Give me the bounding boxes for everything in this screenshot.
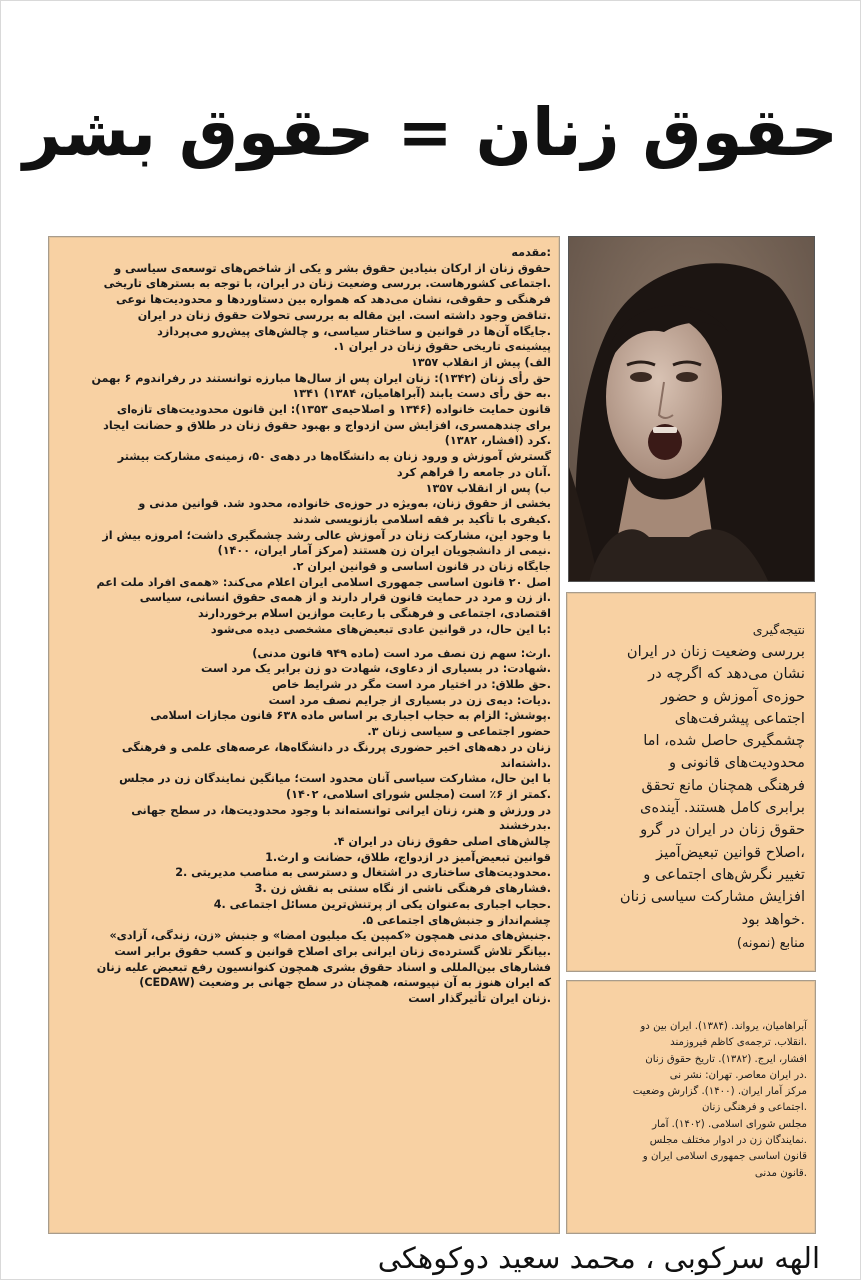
main-text-line: .کمتر از ۶٪ است (مجلس شورای اسلامی، ۱۴۰۲) (286, 787, 551, 801)
conclusion-line: فرهنگی همچنان مانع تحقق (641, 776, 805, 794)
main-text-line: .اجتماعی کشورهاست. بررسی وضعیت زنان در ایران، با توجه به بسترهای تاریخی (103, 277, 551, 291)
conclusion-line: برابری کامل هستند. آینده‌ی (640, 799, 805, 817)
conclusion-line: محدودیت‌های قانونی و (669, 754, 805, 772)
main-text-line: قوانین تبعیض‌آمیز در ازدواج، طلاق، حضانت و ارث.1 (265, 850, 551, 864)
main-text-line: چشم‌انداز و جنبش‌های اجتماعی ۵. (362, 913, 551, 927)
main-text-line: فرهنگی و حقوقی، نشان می‌دهد که همواره بین دستاوردها و محدودیت‌ها نوعی (116, 293, 551, 307)
main-text-line: .بدرخشند (499, 819, 551, 833)
main-text-panel (48, 236, 560, 1234)
main-text-line: .زنان ایران تأثیرگذار است (408, 992, 551, 1006)
authors: الهه سرکوبی ، محمد سعید دوکوهکی (377, 1241, 820, 1275)
reference-line: مرکز آمار ایران. (۱۴۰۰). گزارش وضعیت (632, 1086, 807, 1098)
main-text-line: .شهادت: در بسیاری از دعاوی، شهادت دو زن برابر یک مرد است (200, 662, 551, 676)
reference-line: افشار، ایرج. (۱۳۸۲). تاریخ حقوق زنان (645, 1053, 807, 1065)
main-text-line: .داشته‌اند (500, 756, 551, 770)
main-text-line: .جنبش‌های مدنی همچون «کمپین یک میلیون امضا» و جنبش «زن، زندگی، آزادی» (109, 929, 551, 943)
conclusion-line: حوزه‌ی آموزش و حضور (660, 687, 805, 705)
conclusion-text (577, 641, 805, 931)
main-text-line: اصل ۲۰ قانون اساسی جمهوری اسلامی ایران اعلام می‌کند: «همه‌ی افراد ملت اعم (96, 575, 551, 589)
main-text-line: حقوق زنان از ارکان بنیادین حقوق بشر و یکی از شاخص‌های توسعه‌ی سیاسی و (114, 261, 551, 275)
main-text-line: .به حق رأی دست یابند (آبراهامیان، ۱۳۸۴) ۱۳۴۱ (292, 387, 551, 401)
reference-line: قانون اساسی جمهوری اسلامی ایران و (642, 1151, 807, 1163)
main-text-line: :با این حال، در قوانین عادی تبعیض‌های مشخصی دیده می‌شود (210, 622, 551, 636)
conclusion-line: .خواهد بود (741, 910, 805, 928)
main-text-line: ب) پس از انقلاب ۱۳۵۷ (425, 481, 551, 495)
main-text-line: زنان در دهه‌های اخیر حضوری پررنگ در دانشگاه‌ها، عرصه‌های علمی و فرهنگی (121, 740, 551, 754)
conclusion-line: بررسی وضعیت زنان در ایران (626, 643, 805, 660)
main-text-line: الف) پیش از انقلاب ۱۳۵۷ (410, 355, 551, 369)
conclusion-panel (566, 592, 816, 972)
portrait-photo-icon (569, 237, 815, 582)
conclusion-line: تغییر نگرش‌های اجتماعی و (643, 865, 805, 883)
reference-line: .قانون مدنی (754, 1167, 807, 1179)
main-text-line: با این حال، مشارکت سیاسی آنان محدود است؛ میانگین نمایندگان زن در مجلس (119, 772, 551, 786)
portrait-photo (568, 236, 815, 582)
references-panel (566, 980, 816, 1234)
reference-line: .انقلاب. ترجمه‌ی کاظم فیروزمند (670, 1037, 807, 1049)
main-text-line: .پوشش: الزام به حجاب اجباری بر اساس ماده ۶۳۸ قانون مجازات اسلامی (150, 709, 551, 723)
main-text-line: .از زن و مرد در حمایت قانون قرار دارند و از همه‌ی حقوق انسانی، سیاسی (139, 591, 551, 605)
main-text-line: .بیانگر تلاش گسترده‌ی زنان ایرانی برای اصلاح قوانین و کسب حقوق برابر است (114, 944, 551, 958)
main-text-line: اقتصادی، اجتماعی و فرهنگی با رعایت موازین اسلام برخوردارند (198, 607, 551, 621)
reference-line: .اجتماعی و فرهنگی زنان (701, 1102, 807, 1114)
conclusion-line: ،اصلاح قوانین تبعیض‌آمیز (656, 843, 805, 861)
main-text-line: .جایگاه آن‌ها در قوانین و ساختار سیاسی، و چالش‌های پیش‌رو می‌پردازد (157, 324, 551, 338)
main-text-line: که ایران هنوز به آن نپیوسته، همچنان در سطح جهانی بر وضعیت (CEDAW) (139, 976, 551, 990)
conclusion-line: نشان می‌دهد که اگرچه در (648, 665, 805, 683)
main-text-line: حق رأی زنان (۱۳۴۲): زنان ایران پس از سال‌ها مبارزه توانستند در رفراندوم ۶ بهمن (91, 371, 551, 385)
main-text-line: .تناقض وجود داشته است. این مقاله به بررسی تحولات حقوق زنان در ایران (137, 308, 551, 322)
main-text-line: گسترش آموزش و ورود زنان به دانشگاه‌ها در دهه‌ی ۵۰، زمینه‌ی مشارکت بیشتر (117, 450, 551, 464)
conclusion-line: افزایش مشارکت سیاسی زنان (619, 888, 805, 906)
main-text-line: .دیات: دیه‌ی زن در بسیاری از جرایم نصف مرد است (268, 693, 551, 707)
reference-line: .در ایران معاصر. تهران: نشر نی (669, 1069, 807, 1081)
main-text-line: بخشی از حقوق زنان، به‌ویژه در حوزه‌ی خانواده، محدود شد. قوانین مدنی و (138, 497, 551, 511)
main-text-line: .نیمی از دانشجویان ایران زن هستند (مرکز آمار ایران، ۱۴۰۰) (217, 544, 551, 558)
main-text-line: .محدودیت‌های ساختاری در اشتغال و دسترسی به مناصب مدیریتی .2 (175, 866, 551, 880)
main-text-line: .حق طلاق: در اختیار مرد است مگر در شرایط خاص (272, 677, 551, 691)
conclusion-line: حقوق زنان در ایران در گرو (640, 821, 805, 839)
main-text-line: چالش‌های اصلی حقوق زنان در ایران ۴. (333, 835, 551, 849)
main-text-line: پیشینه‌ی تاریخی حقوق زنان در ایران ۱. (333, 340, 551, 354)
conclusion-title: نتیجه‌گیری (752, 622, 805, 637)
main-text-line: .فشارهای فرهنگی ناشی از نگاه سنتی به نقش زن .3 (254, 882, 551, 896)
reference-line: .نمایندگان زن در ادوار مختلف مجلس (649, 1135, 807, 1147)
sources-title: منابع (نمونه) (736, 935, 805, 951)
main-text-line: حضور اجتماعی و سیاسی زنان ۳. (367, 725, 551, 739)
conclusion-line: اجتماعی پیشرفت‌های (674, 709, 805, 727)
main-text-line: :مقدمه (511, 246, 551, 259)
main-text-line: جایگاه زنان در قانون اساسی و قوانین ایران ۲. (292, 560, 551, 574)
main-text-line: قانون حمایت خانواده (۱۳۴۶ و اصلاحیه‌ی ۱۳۵۳): این قانون محدودیت‌های تازه‌ای (116, 403, 551, 417)
main-text-line: در ورزش و هنر، زنان ایرانی توانسته‌اند با وجود محدودیت‌ها، در سطح جهانی (131, 803, 551, 817)
main-text-line: با وجود این، مشارکت زنان در آموزش عالی رشد چشمگیری داشت؛ امروزه بیش از (102, 528, 551, 542)
main-text-line: .حجاب اجباری به‌عنوان یکی از پرتنش‌ترین مسائل اجتماعی .4 (213, 897, 551, 911)
main-text-line: .کرد (افشار، ۱۳۸۲) (444, 434, 551, 448)
main-text-line: .آنان در جامعه را فراهم کرد (396, 465, 551, 479)
main-text-line: .ارث: سهم زن نصف مرد است (ماده ۹۴۹ قانون مدنی) (252, 646, 551, 660)
conclusion-line: چشمگیری حاصل شده، اما (643, 732, 805, 750)
reference-line: آبراهامیان، یرواند. (۱۳۸۴). ایران بین دو (640, 1021, 807, 1032)
page-title: حقوق زنان = حقوق بشر (22, 94, 838, 171)
reference-line: مجلس شورای اسلامی. (۱۴۰۲). آمار (652, 1118, 807, 1130)
main-text-line: برای چندهمسری، افزایش سن ازدواج و بهبود حقوق زنان در طلاق و حضانت ایجاد (103, 418, 551, 432)
main-text-line: .کیفری با تأکید بر فقه اسلامی بازنویسی شدند (292, 512, 551, 526)
main-text-line: فشارهای بین‌المللی و اسناد حقوق بشری همچون کنوانسیون رفع تبعیض علیه زنان (96, 960, 551, 974)
